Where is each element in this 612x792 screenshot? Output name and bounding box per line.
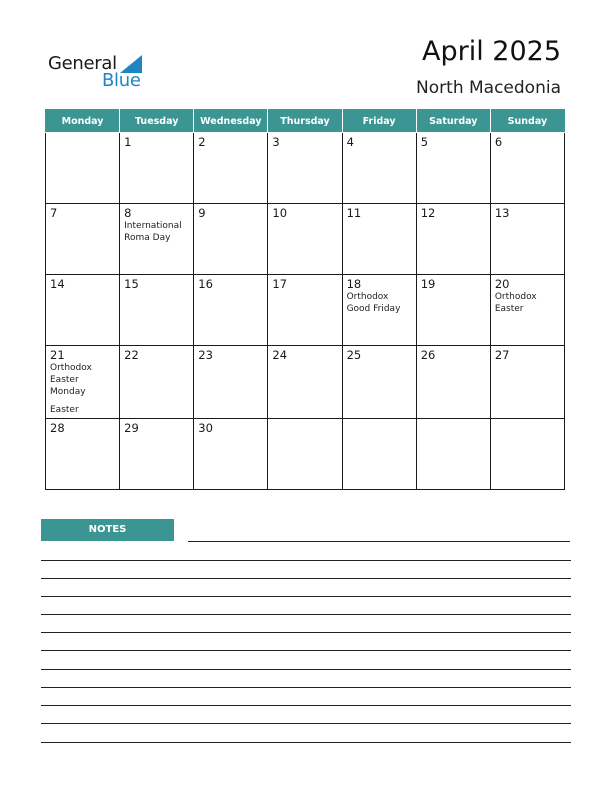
- notes-line: [41, 650, 571, 651]
- holiday-label: Orthodox Easter: [494, 292, 537, 314]
- day-cell: [120, 346, 194, 419]
- day-number: 15: [124, 277, 139, 291]
- day-number: 27: [494, 348, 510, 362]
- brand-logo: [48, 53, 148, 93]
- day-number: 10: [272, 206, 288, 220]
- calendar-grid: [45, 109, 565, 490]
- day-number: 20: [494, 277, 510, 291]
- day-cell: [46, 133, 120, 204]
- day-number: 22: [124, 348, 139, 362]
- day-cell: [268, 275, 342, 346]
- day-cell: [490, 419, 564, 490]
- day-cell: [46, 275, 120, 346]
- day-number: 18: [346, 277, 362, 291]
- day-number: 13: [494, 206, 510, 220]
- brand-word-blue: Blue: [102, 70, 141, 91]
- notes-line: [41, 560, 571, 561]
- day-cell: [490, 204, 564, 275]
- day-cell: [194, 275, 268, 346]
- weekday-sunday: Sunday: [490, 110, 564, 133]
- day-cell: [194, 419, 268, 490]
- day-number: 8: [124, 206, 132, 220]
- notes-line: [188, 541, 570, 542]
- day-number: 25: [346, 348, 362, 362]
- day-cell: [194, 133, 268, 204]
- day-cell: [342, 204, 416, 275]
- day-number: 9: [198, 206, 206, 220]
- day-number: 23: [198, 348, 213, 362]
- day-cell: [268, 346, 342, 419]
- day-cell: [490, 275, 564, 346]
- day-number: 12: [420, 206, 436, 220]
- day-number: 16: [198, 277, 213, 291]
- notes-line: [41, 687, 571, 688]
- day-cell: [342, 346, 416, 419]
- day-cell: [416, 275, 490, 346]
- notes-line: [41, 614, 571, 615]
- week-row-4: [46, 346, 565, 419]
- day-cell: [416, 133, 490, 204]
- day-number: 21: [50, 348, 65, 362]
- day-number: 26: [420, 348, 436, 362]
- notes-line: [41, 596, 571, 597]
- day-number: 6: [494, 135, 503, 149]
- weekday-saturday: Saturday: [416, 110, 490, 133]
- day-cell: [46, 204, 120, 275]
- day-number: 28: [50, 421, 65, 435]
- notes-line: [41, 705, 571, 706]
- day-cell: [342, 133, 416, 204]
- notes-line: [41, 632, 571, 633]
- day-cell: [342, 419, 416, 490]
- week-row-5: [46, 419, 565, 490]
- day-cell: [120, 275, 194, 346]
- day-number: 3: [272, 135, 280, 149]
- notes-line: [41, 742, 571, 743]
- holiday-label: International Roma Day: [124, 221, 182, 243]
- day-cell: [120, 133, 194, 204]
- day-number: 2: [198, 135, 206, 149]
- week-row-3: [46, 275, 565, 346]
- day-cell: [194, 204, 268, 275]
- day-cell: [46, 346, 120, 419]
- day-cell: [268, 204, 342, 275]
- day-number: 30: [198, 421, 213, 435]
- day-cell: [120, 204, 194, 275]
- calendar-title: April 2025: [421, 36, 561, 67]
- day-number: 24: [272, 348, 288, 362]
- weekday-friday: Friday: [342, 110, 416, 133]
- day-number: 7: [50, 206, 58, 220]
- day-number: 14: [50, 277, 65, 291]
- day-cell: [268, 133, 342, 204]
- weekday-monday: Monday: [46, 110, 120, 133]
- notes-line: [41, 578, 571, 579]
- weekday-thursday: Thursday: [268, 110, 342, 133]
- notes-line: [41, 723, 571, 724]
- notes-line: [41, 669, 571, 670]
- day-cell: [194, 346, 268, 419]
- day-number: 11: [346, 206, 362, 220]
- holiday-label: Orthodox Easter Monday: [50, 363, 92, 397]
- weekday-tuesday: Tuesday: [120, 110, 194, 133]
- day-cell: [342, 275, 416, 346]
- weekday-wednesday: Wednesday: [194, 110, 268, 133]
- weekday-header-row: [46, 110, 565, 133]
- day-number: 19: [420, 277, 436, 291]
- day-cell: [268, 419, 342, 490]
- day-cell: [490, 346, 564, 419]
- day-cell: [416, 204, 490, 275]
- holiday-label: Easter: [50, 405, 79, 415]
- day-cell: [416, 346, 490, 419]
- day-cell: [120, 419, 194, 490]
- calendar-country: North Macedonia: [416, 78, 561, 98]
- day-number: 1: [124, 135, 132, 149]
- holiday-label: Orthodox Good Friday: [346, 292, 401, 314]
- day-number: 4: [346, 135, 354, 149]
- day-number: 17: [272, 277, 288, 291]
- week-row-2: [46, 204, 565, 275]
- day-cell: [490, 133, 564, 204]
- day-cell: [46, 419, 120, 490]
- day-number: 5: [420, 135, 429, 149]
- day-number: 29: [124, 421, 139, 435]
- week-row-1: [46, 133, 565, 204]
- day-cell: [416, 419, 490, 490]
- brand-word-general: General: [48, 53, 117, 74]
- notes-label: NOTES: [41, 519, 174, 541]
